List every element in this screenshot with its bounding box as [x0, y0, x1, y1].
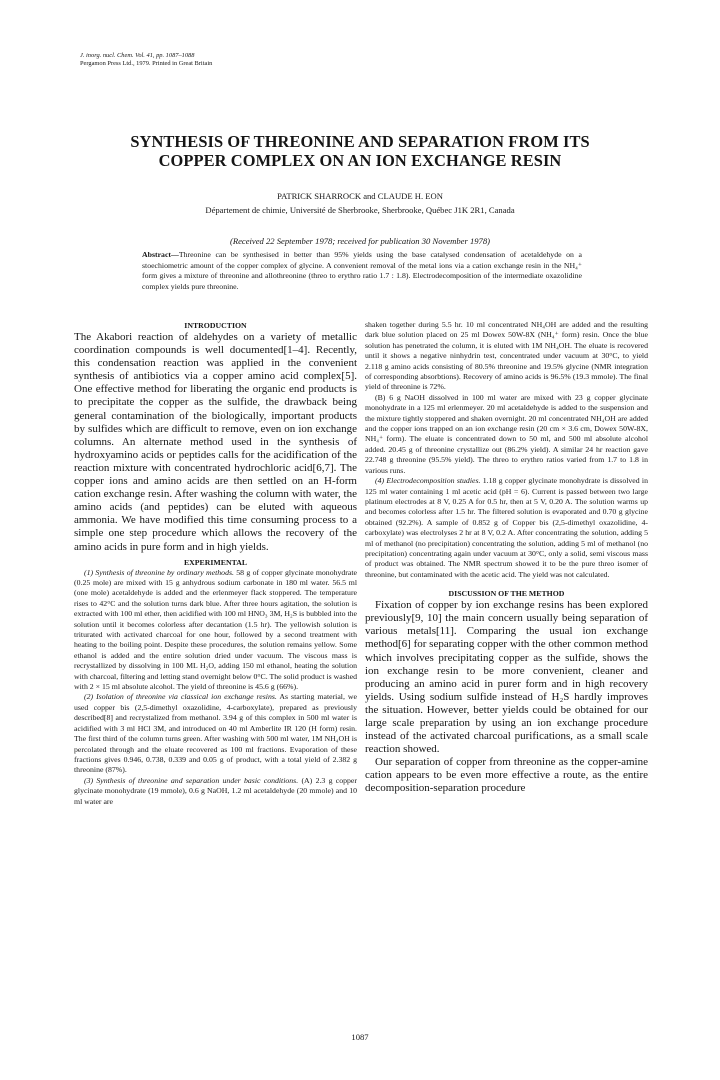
exp-2-label: (2) Isolation of threonine via classical ion exchange resins. — [84, 692, 277, 702]
abstract — [142, 250, 582, 292]
exp-3-label: (3) Synthesis of threonine and separation under basic conditions. — [84, 775, 299, 785]
discussion-heading: DISCUSSION OF THE METHOD — [448, 589, 565, 599]
discussion-paragraph-2: Our separation of copper from threonine as the copper-amine cation appears to be even more effective a route, as the entire decomposition-separation procedure — [365, 756, 648, 795]
exp-paragraph-4 — [365, 476, 648, 580]
title-line-1: SYNTHESIS OF THREONINE AND SEPARATION FROM ITS — [130, 132, 590, 151]
exp-2-text: As starting material, we used copper bis (2,5-dimethyl oxazolidine, 4-carboxylate), prepared as previously described[8] and recrystalized from methanol. 3.94 g of this complex in 500 ml water is acidified with 3 ml HCl 3M, and introduced on 40 ml Amberlite IR 120 (H form) resin. The first third of the column turns green. After washing with 500 ml water, 1M NH₄OH is percolated through and the eluate recovered as 100 ml fractions. Evaporation of these fractions gives 0.946, 0.738, 0.339 and 0.05 g of product, with a total yield of 2.382 g threonine (87%). — [74, 692, 357, 775]
exp-paragraph-2 — [74, 692, 357, 775]
exp-paragraph-1 — [74, 568, 357, 693]
publisher-line: Pergamon Press Ltd., 1979. Printed in Great Britain — [80, 60, 213, 67]
introduction-text: The Akabori reaction of aldehydes on a variety of metallic coordination compounds is well documented[1–4]. Recently, this condensation reaction was applied in the convenient synthesis of antibiotics via a copper amino acid complex[5]. One effective method for liberating the organic end products is to precipitate the copper as the sulfide, the drawback being general contamination of the biologically, important products by sulfides which are difficult to remove, even on ion exchange columns. An alternate method used in the synthesis of hydroxyamino acids or peptides calls for the acidification of the reaction mixture with concentrated hydrochloric acid[6,7]. The copper ions and amino acids are then settled on an H-form cation exchange resin. After washing the column with water, the amino acids (and peptides) can be eluted with aqueous ammonia. We have modified this time consuming process to a simple one step procedure which allows the recovery of the amino acids in pure form and in high yields. — [74, 331, 357, 553]
exp-paragraph-3b: (B) 6 g NaOH dissolved in 100 ml water are mixed with 23 g copper glycinate monohydrate in a 125 ml erlenmeyer. 20 ml acetaldehyde is added to the suspension and the mixture tightly stoppered and shaken overnight. 20 ml concentrated NH₄OH are added and the copper ions trapped on an ion exchange resin (20 cm × 3.6 cm, Dowex 50W-8X, NH₄⁺ form). The eluate is concentrated down to 50 ml, and 500 ml absolute alcohol added. 20.45 g of threonine crystallize out (86.2% yield). A similar 24 hr reaction gave 22.748 g threonine (95.5% yield). The threo to erythro ratios varied from 1.7 to 1.8 in various runs. — [365, 392, 648, 475]
journal-citation: J. inorg. nucl. Chem. Vol. 41, pp. 1087–1088 — [80, 52, 195, 59]
abstract-text: Threonine can be synthesised in better than 95% yields using the base catalysed condensation of acetaldehyde on a stoechiometric amount of the copper complex of glycine. A convenient removal of the metal ions via a cation exchange resin in the NH₄⁺ form gives a mixture of threonine and allothreonine (threo to erythro ratio 1.7 : 1.8). Electrodecomposition of the intermediate oxazolidine complex yields pure threonine. — [142, 250, 582, 291]
exp-1-text: 58 g of copper glycinate monohydrate (0.25 mole) are mixed with 15 g anhydrous sodium carbonate in 180 ml water. 56.5 ml (one mole) acetaldehyde is added and the erlenmeyer flack stoppered. The temperature rises to 42°C and the solution turns dark blue. After three hours agitation, the solution is extracted with 100 ml ether, then acidified with 100 ml HNO₃ 3M, H₂S is bubbled into the solution until it becomes colorless after decantation (1.5 hr). The yellowish solution is triturated with activated charcoal for one hour, followed by a second treatment with heating to the boiling point. Despite these procedures, the solution remains yellow. Some ethanol is added and the entire solution dried under vacuum. The viscous mass is recrystallized by dissolving in 100 ML H₂O, adding 150 ml ethanol, heating the solution with charcoal, filtering and letting stand overnight below 0°C. The solid product is washed with 2 × 15 ml absolute alcohol. The yield of threonine is 45.6 g (66%). — [74, 567, 357, 692]
left-column — [74, 320, 357, 807]
exp-paragraph-3 — [74, 776, 357, 807]
experimental-heading: EXPERIMENTAL — [183, 557, 248, 567]
exp-4-text: 1.18 g copper glycinate monohydrate is dissolved in 125 ml water containing 1 ml acetic acid (pH = 6). Current is passed between two large platinum electrodes at 8 V, 0.25 A for 0.5 hr, then at 5 V, 0.20 A. The solution warms up and becomes colorless after 1.5 hr. The filtered solution is evaporated and 0.70 g glycine obtained (92.2%). A sample of 0.852 g of Copper bis (2,5-dimethyl oxazolidine, 4-carboxylate) was electrolyses 2 hr at 8 V, 0.2 A. After concentrating the solution, adding 5 ml of methanol (no precipitation) concentrating the solution, adding 5 ml of methanol (no precipitation) concentrating again under vacuum at 30°C, only a solid, semi viscous mass of product was obtained. The NMR spectrum showed it to be the pure threo isomer of threonine, but contaminated with the acetic acid. The yield was not calculated. — [365, 476, 648, 579]
title-line-2: COPPER COMPLEX ON AN ION EXCHANGE RESIN — [158, 151, 562, 170]
discussion-paragraph-1: Fixation of copper by ion exchange resins has been explored previously[9, 10] the main concern usually being separation of various metals[11]. Comparing the usual ion exchange method[6] for separating copper with the other common method which involves precipitating copper as the sulfide, shows the ion exchange resin to be more convenient, cleaner and producing an amino acid in purer form and in high recovery yields. Using sodium sulfide instead of H₂S hardly improves the situation. However, better yields could be obtained for our large scale preparation by using an ion exchange procedure instead of the activated charcoal purifications, as a small scale reaction showed. — [365, 599, 648, 756]
exp-3-text: (A) 2.3 g copper glycinate monohydrate (19 mmole), 0.6 g NaOH, 1.2 ml acetaldehyde (20 mmole) and 10 ml water are — [74, 775, 357, 806]
journal-header — [80, 52, 212, 68]
abstract-label: Abstract— — [142, 250, 179, 259]
exp-4-label: (4) Electrodecomposition studies. — [375, 476, 481, 486]
introduction-heading: INTRODUCTION — [184, 321, 247, 330]
received-dates: (Received 22 September 1978; received for publication 30 November 1978) — [229, 236, 491, 246]
exp-paragraph-3-cont: shaken together during 5.5 hr. 10 ml concentrated NH₄OH are added and the resulting dark blue solution placed on 25 ml Dowex 50W-8X (NH₄⁺ form) resin. Once the blue solution has penetrated the column, it is eluted with 1M NH₄OH. The eluate is recovered until it shows a negative ninhydrin test, concentrated under vacuum at 30°C, to yield 2.118 g amino acids consisting of 80.5% threonine and 19.5% glycine (NMR integration of corresponding absorbtions). Recovery of amino acids is 96.5% (19.3 mmole). The final yield of threonine is 72%. — [365, 320, 648, 392]
affiliation: Département de chimie, Université de Sherbrooke, Sherbrooke, Québec J1K 2R1, Canada — [205, 205, 515, 215]
exp-1-label: (1) Synthesis of threonine by ordinary methods. — [84, 567, 234, 577]
page-number: 1087 — [351, 1032, 369, 1042]
right-column — [365, 320, 648, 796]
paper-title — [80, 132, 640, 170]
authors: PATRICK SHARROCK and CLAUDE H. EON — [277, 191, 443, 201]
